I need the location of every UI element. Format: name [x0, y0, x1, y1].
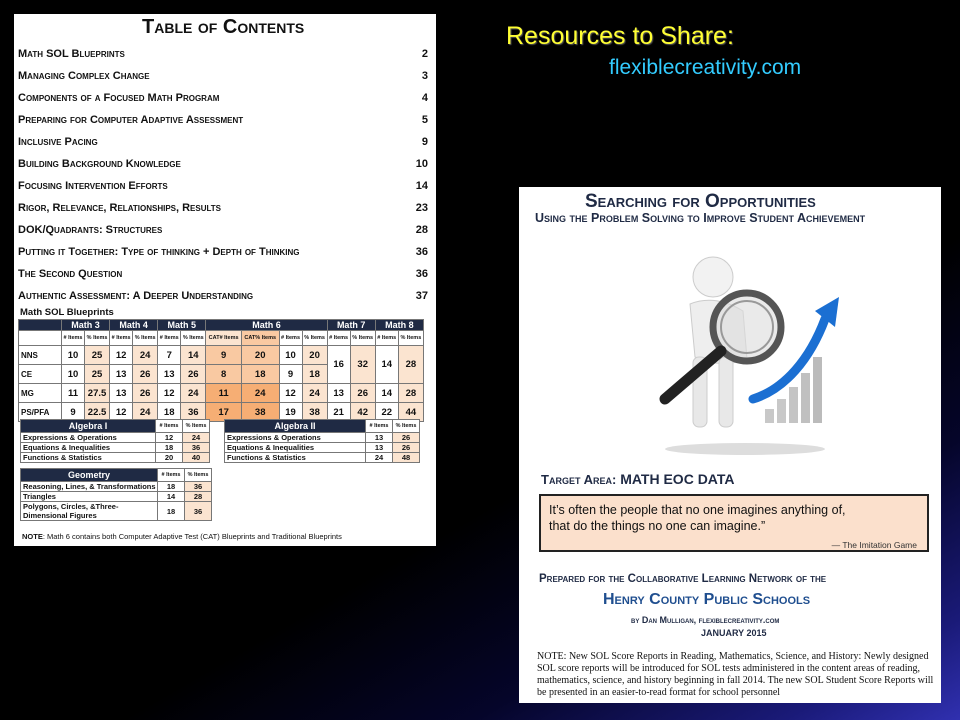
blueprint-cell: 11 [62, 384, 85, 403]
reporting-category: Functions & Statistics [21, 453, 156, 463]
toc-entry-page: 10 [415, 158, 428, 170]
note-text: : Math 6 contains both Computer Adaptive Test (CAT) Blueprints and Traditional Blueprints [42, 532, 342, 541]
strand-label: MG [19, 384, 62, 403]
toc-entry-title: Authentic Assessment: A Deeper Understanding [18, 290, 254, 302]
blueprint-cell: 26 [133, 384, 158, 403]
subject-title: Algebra II [225, 420, 366, 433]
blueprint-cell: 26 [350, 384, 375, 403]
toc-entry-title: The Second Question [18, 268, 123, 280]
subject-row [225, 433, 420, 443]
blueprint-cell: 10 [62, 346, 85, 365]
blueprint-cell: 9 [62, 403, 85, 422]
note-label: NOTE [22, 532, 43, 541]
pct-header: % Items [393, 420, 420, 433]
cover-document [519, 187, 941, 703]
toc-entry-title: Components of a Focused Math Program [18, 92, 220, 104]
items-header: # Items [110, 331, 133, 346]
blueprint-cell: 26 [133, 365, 158, 384]
target-label: Target Area: [541, 472, 617, 487]
items-cell: 12 [156, 433, 183, 443]
reporting-category: Triangles [21, 492, 158, 502]
blueprint-cell: 12 [279, 384, 302, 403]
items-header: # Items [327, 331, 350, 346]
toc-entry-title: DOK/Quadrants: Structures [18, 224, 163, 236]
pct-cell: 48 [393, 453, 420, 463]
pct-header: % Items [183, 420, 210, 433]
subject-title: Geometry [21, 469, 158, 482]
blueprint-cell: 8 [206, 365, 242, 384]
subject-title: Algebra I [21, 420, 156, 433]
date-line: JANUARY 2015 [701, 628, 767, 638]
cat-items-header: CAT# Items [206, 331, 242, 346]
pct-cell: 24 [183, 433, 210, 443]
subject-row [21, 443, 210, 453]
toc-entry-page: 5 [421, 114, 428, 126]
items-cell: 18 [156, 443, 183, 453]
blueprint-cell: 36 [181, 403, 206, 422]
blueprint-cell: 24 [181, 384, 206, 403]
slide-heading: Resources to Share: [506, 22, 734, 50]
blueprint-cell: 25 [85, 365, 110, 384]
blueprint-cell: 9 [206, 346, 242, 365]
blueprint-cell: 13 [110, 365, 133, 384]
toc-entry-page: 36 [415, 246, 428, 258]
items-header: # Items [366, 420, 393, 433]
subject-row [225, 443, 420, 453]
toc-entry-title: Managing Complex Change [18, 70, 150, 82]
toc-entry-title: Building Background Knowledge [18, 158, 181, 170]
quote-attribution: — The Imitation Game [831, 540, 917, 550]
items-cell: 13 [366, 443, 393, 453]
toc-entry[interactable] [18, 202, 428, 216]
blueprint-cell: 20 [241, 346, 279, 365]
pct-header: % Items [133, 331, 158, 346]
toc-entry-title: Rigor, Relevance, Relationships, Results [18, 202, 222, 214]
pct-cell: 36 [183, 443, 210, 453]
subject-row [21, 482, 212, 492]
blueprint-cell: 18 [302, 365, 327, 384]
strand-label: CE [19, 365, 62, 384]
reporting-category: Functions & Statistics [225, 453, 366, 463]
reporting-category: Expressions & Operations [21, 433, 156, 443]
pct-cell: 26 [393, 433, 420, 443]
items-cell: 18 [158, 482, 185, 492]
blueprint-cell: 28 [398, 346, 423, 384]
toc-entry-page: 4 [421, 92, 428, 104]
toc-entry-page: 23 [415, 202, 428, 214]
quote-line: It’s often the people that no one imagines anything of, [549, 503, 846, 517]
blueprint-cell: 24 [241, 384, 279, 403]
grade-header: Math 7 [327, 320, 375, 331]
items-header: # Items [279, 331, 302, 346]
pct-header: % Items [85, 331, 110, 346]
author-line: by Dan Mulligan, flexiblecreativity.com [631, 615, 780, 625]
pct-header: % Items [398, 331, 423, 346]
blueprint-cell: 12 [110, 346, 133, 365]
toc-entry-page: 37 [415, 290, 428, 302]
pct-header: % Items [185, 469, 212, 482]
pct-cell: 36 [185, 502, 212, 521]
blueprint-cell: 14 [375, 384, 398, 403]
blueprint-cell: 13 [158, 365, 181, 384]
blueprint-cell: 24 [302, 384, 327, 403]
toc-entry[interactable] [18, 114, 428, 128]
items-cell: 24 [366, 453, 393, 463]
grade-header: Math 8 [375, 320, 423, 331]
grade-header: Math 4 [110, 320, 158, 331]
items-header: # Items [158, 331, 181, 346]
blueprint-row [19, 346, 424, 365]
algebra1-table [20, 419, 210, 463]
toc-entry[interactable] [18, 158, 428, 172]
items-cell: 20 [156, 453, 183, 463]
items-header: # Items [62, 331, 85, 346]
toc-entry[interactable] [18, 92, 428, 106]
subject-row [21, 492, 212, 502]
toc-title: Table of Contents [142, 16, 305, 38]
toc-entry-page: 3 [421, 70, 428, 82]
blueprint-cell: 28 [398, 384, 423, 403]
blueprint-cell: 7 [158, 346, 181, 365]
blueprint-cell: 12 [110, 403, 133, 422]
toc-entry[interactable] [18, 224, 428, 238]
table-of-contents-document [14, 14, 436, 546]
blueprint-cell: 21 [327, 403, 350, 422]
reporting-category: Expressions & Operations [225, 433, 366, 443]
grade-header: Math 5 [158, 320, 206, 331]
blueprint-cell: 32 [350, 346, 375, 384]
website-link[interactable]: flexiblecreativity.com [609, 56, 802, 79]
cover-note: NOTE: New SOL Score Reports in Reading, Mathematics, Science, and History: Newly designed SOL score reports will be introduced for SOL tests administered in the content areas of reading, mathematics, science, and history beginning in fall 2014. The new SOL Student Score Reports will be presented in an easier-to-read format for school personnel [537, 651, 934, 698]
blueprint-cell: 26 [181, 365, 206, 384]
blueprint-cell: 14 [181, 346, 206, 365]
blueprint-cell: 11 [206, 384, 242, 403]
target-area [541, 471, 735, 487]
algebra2-table [224, 419, 420, 463]
pct-cell: 36 [185, 482, 212, 492]
items-header: # Items [158, 469, 185, 482]
reporting-category: Equations & Inequalities [21, 443, 156, 453]
blueprint-cell: 18 [158, 403, 181, 422]
toc-entry[interactable] [18, 70, 428, 84]
pct-cell: 40 [183, 453, 210, 463]
quote-box [539, 494, 929, 552]
blueprint-cell: 10 [62, 365, 85, 384]
blueprint-cell: 38 [302, 403, 327, 422]
reporting-category: Reasoning, Lines, & Transformations [21, 482, 158, 492]
toc-entry[interactable] [18, 180, 428, 194]
blueprint-cell: 13 [327, 384, 350, 403]
grade-header: Math 3 [62, 320, 110, 331]
toc-entry-title: Putting it Together: Type of thinking + Depth of Thinking [18, 246, 300, 258]
magnifier-figure-image [635, 249, 855, 459]
toc-entry[interactable] [18, 136, 428, 150]
blueprint-cell: 19 [279, 403, 302, 422]
subject-row [21, 453, 210, 463]
blueprint-cell: 22.5 [85, 403, 110, 422]
blank-cell [19, 331, 62, 346]
toc-entry-page: 14 [415, 180, 428, 192]
toc-entry[interactable] [18, 290, 428, 304]
organization-name: Henry County Public Schools [603, 591, 811, 608]
pct-header: % Items [350, 331, 375, 346]
geometry-table [20, 468, 212, 521]
toc-entry[interactable] [18, 268, 428, 282]
pct-cell: 28 [185, 492, 212, 502]
blueprints-label: Math SOL Blueprints [20, 307, 114, 318]
subject-row [21, 502, 212, 521]
blank-header [19, 320, 62, 331]
subject-row [225, 453, 420, 463]
blueprint-row [19, 384, 424, 403]
pct-cell: 26 [393, 443, 420, 453]
subject-row [21, 433, 210, 443]
items-cell: 18 [158, 502, 185, 521]
toc-entry-page: 36 [415, 268, 428, 280]
toc-entry-title: Focusing Intervention Efforts [18, 180, 168, 192]
toc-entry[interactable] [18, 48, 428, 62]
blueprint-cell: 42 [350, 403, 375, 422]
blueprint-cell: 9 [279, 365, 302, 384]
strand-label: NNS [19, 346, 62, 365]
toc-entry-page: 9 [421, 136, 428, 148]
blueprints-table [18, 319, 424, 422]
prepared-for: Prepared for the Collaborative Learning Network of the [539, 573, 827, 585]
quote-line: that do the things no one can imagine.” [549, 519, 766, 533]
target-value: MATH EOC DATA [620, 471, 735, 487]
blueprint-cell: 24 [133, 346, 158, 365]
blueprint-cell: 17 [206, 403, 242, 422]
blueprint-cell: 12 [158, 384, 181, 403]
blueprint-cell: 20 [302, 346, 327, 365]
blueprint-cell: 10 [279, 346, 302, 365]
items-header: # Items [375, 331, 398, 346]
pct-header: % Items [181, 331, 206, 346]
blueprint-cell: 16 [327, 346, 350, 384]
toc-entry-page: 28 [415, 224, 428, 236]
blueprint-cell: 24 [133, 403, 158, 422]
reporting-category: Polygons, Circles, &Three-Dimensional Figures [21, 502, 158, 521]
items-header: # Items [156, 420, 183, 433]
blueprint-cell: 22 [375, 403, 398, 422]
toc-entry-title: Inclusive Pacing [18, 136, 98, 148]
toc-entry-page: 2 [421, 48, 428, 60]
blueprint-cell: 13 [110, 384, 133, 403]
toc-entry-title: Math SOL Blueprints [18, 48, 125, 60]
pct-header: % Items [302, 331, 327, 346]
blueprint-cell: 44 [398, 403, 423, 422]
strand-label: PS/PFA [19, 403, 62, 422]
toc-note [22, 532, 342, 541]
blueprint-cell: 18 [241, 365, 279, 384]
blueprint-cell: 27.5 [85, 384, 110, 403]
blueprint-cell: 38 [241, 403, 279, 422]
quote-text [549, 502, 846, 534]
toc-entry[interactable] [18, 246, 428, 260]
cover-title: Searching for Opportunities [585, 191, 816, 212]
blueprint-cell: 25 [85, 346, 110, 365]
toc-entry-title: Preparing for Computer Adaptive Assessment [18, 114, 244, 126]
cover-subtitle: Using the Problem Solving to Improve Student Achievement [535, 211, 866, 225]
items-cell: 14 [158, 492, 185, 502]
grade-header: Math 6 [206, 320, 327, 331]
cat-pct-header: CAT% Items [241, 331, 279, 346]
items-cell: 13 [366, 433, 393, 443]
reporting-category: Equations & Inequalities [225, 443, 366, 453]
blueprint-cell: 14 [375, 346, 398, 384]
